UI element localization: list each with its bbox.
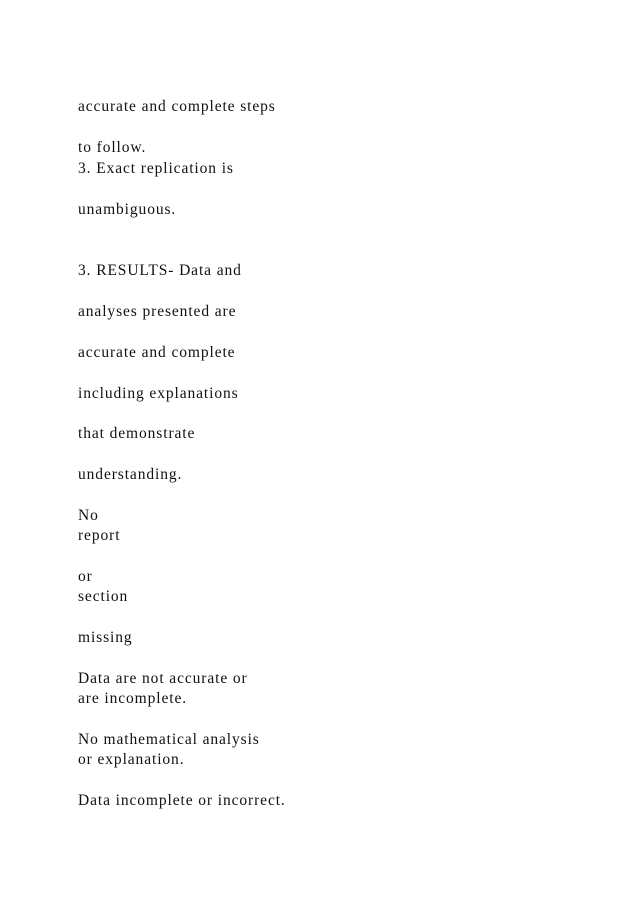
text-line: accurate and complete [78, 344, 236, 361]
text-line: section [78, 588, 129, 605]
text-line: including explanations [78, 385, 239, 402]
text-line: 3. Exact replication is [78, 160, 234, 177]
text-line: are incomplete. [78, 690, 188, 707]
text-line: unambiguous. [78, 201, 177, 218]
text-line: that demonstrate [78, 425, 196, 442]
text-line: analyses presented are [78, 303, 237, 320]
text-line: or explanation. [78, 751, 185, 768]
text-line: or [78, 568, 93, 585]
text-line: No [78, 507, 99, 524]
text-line: missing [78, 629, 133, 646]
text-line: report [78, 527, 121, 544]
text-line: No mathematical analysis [78, 731, 260, 748]
text-line: 3. RESULTS- Data and [78, 262, 242, 279]
text-line: to follow. [78, 139, 147, 156]
text-line: Data incomplete or incorrect. [78, 792, 286, 809]
text-line: Data are not accurate or [78, 670, 248, 687]
text-line: accurate and complete steps [78, 98, 276, 115]
text-line: understanding. [78, 466, 183, 483]
